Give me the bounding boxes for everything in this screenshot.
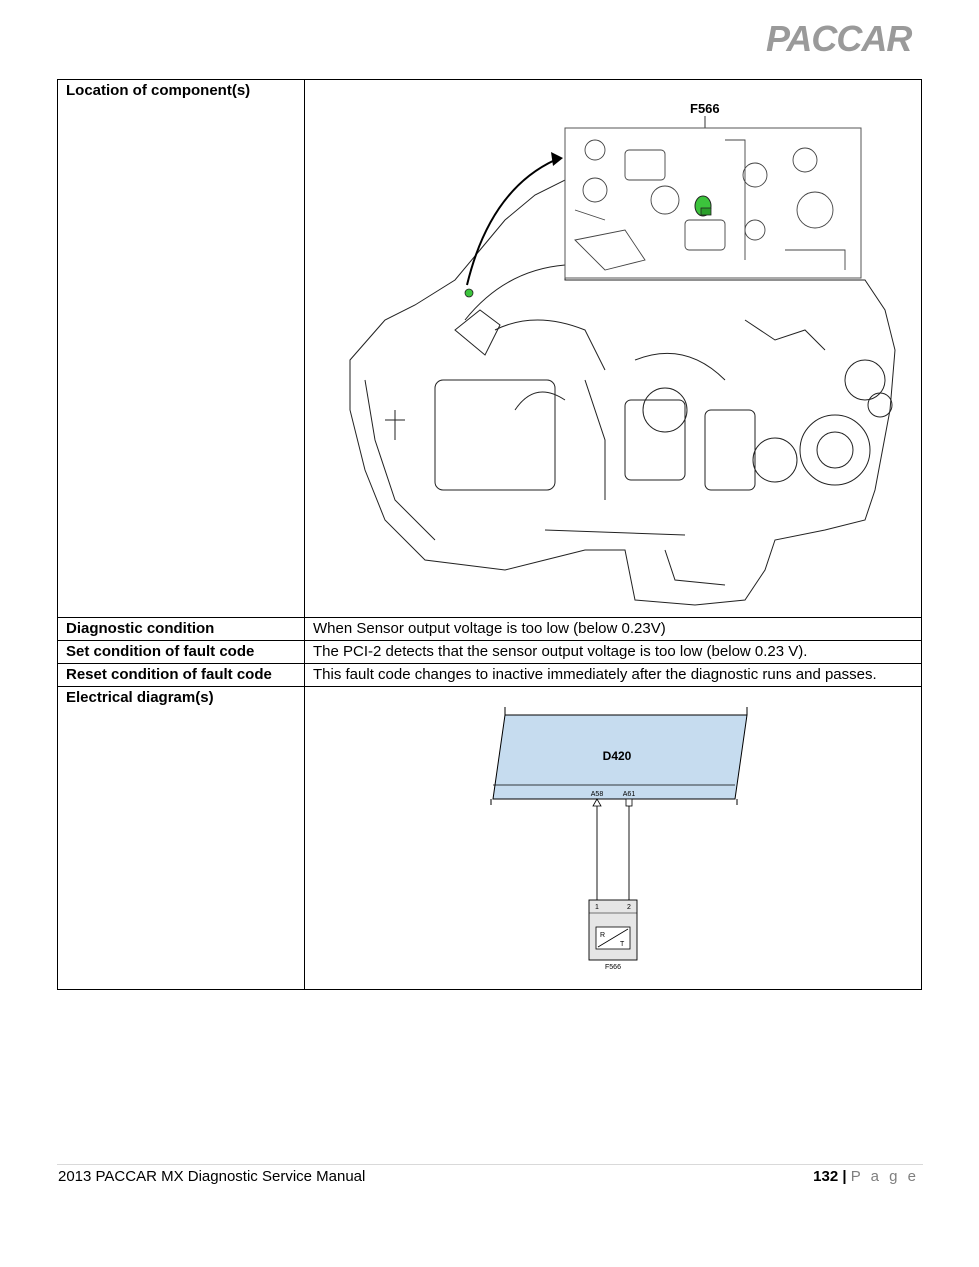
row-label: Diagnostic condition (58, 618, 305, 641)
sensor-pin-2: 2 (627, 904, 631, 911)
sensor-f566-highlight (695, 196, 711, 216)
ground-pin-symbol (626, 799, 632, 806)
page-word: P a g e (850, 1168, 919, 1185)
engine-illustration (305, 80, 935, 617)
engine-figure-cell (305, 80, 922, 618)
sensor-pin-1: 1 (595, 904, 599, 911)
module-label: D420 (602, 749, 632, 763)
svg-text:R: R (600, 932, 606, 939)
row-label: Set condition of fault code (58, 641, 305, 664)
electrical-diagram (305, 687, 935, 989)
sensor-label: F566 (605, 964, 621, 971)
table-row (58, 687, 922, 990)
footer-manual-title: 2013 PACCAR MX Diagnostic Service Manual (58, 1168, 366, 1185)
svg-text:T: T (620, 941, 625, 948)
page-separator: | (842, 1168, 847, 1185)
pin-label-a58: A58 (590, 791, 604, 798)
row-label: Electrical diagram(s) (58, 687, 305, 990)
input-pin-symbol (593, 799, 601, 806)
table-row (58, 618, 922, 641)
page-number: 132 (813, 1168, 839, 1185)
table-row (58, 641, 922, 664)
inset-detail (565, 128, 861, 278)
pin-label-a61: A61 (622, 791, 636, 798)
callout-label: F566 (690, 101, 720, 116)
table-row (58, 664, 922, 687)
footer-page (813, 1168, 919, 1185)
row-label: Location of component(s) (58, 80, 305, 618)
row-value: This fault code changes to inactive immediately after the diagnostic runs and passes. (305, 664, 922, 687)
fault-code-table (57, 79, 922, 990)
row-label: Reset condition of fault code (58, 664, 305, 687)
footer-divider (57, 1164, 923, 1165)
row-value: When Sensor output voltage is too low (below 0.23V) (305, 618, 922, 641)
paccar-logo (764, 18, 924, 58)
row-value: The PCI-2 detects that the sensor output voltage is too low (below 0.23 V). (305, 641, 922, 664)
table-row (58, 80, 922, 618)
electrical-figure-cell (305, 687, 922, 990)
svg-text:PACCAR: PACCAR (766, 18, 912, 58)
component-marker (465, 289, 473, 297)
